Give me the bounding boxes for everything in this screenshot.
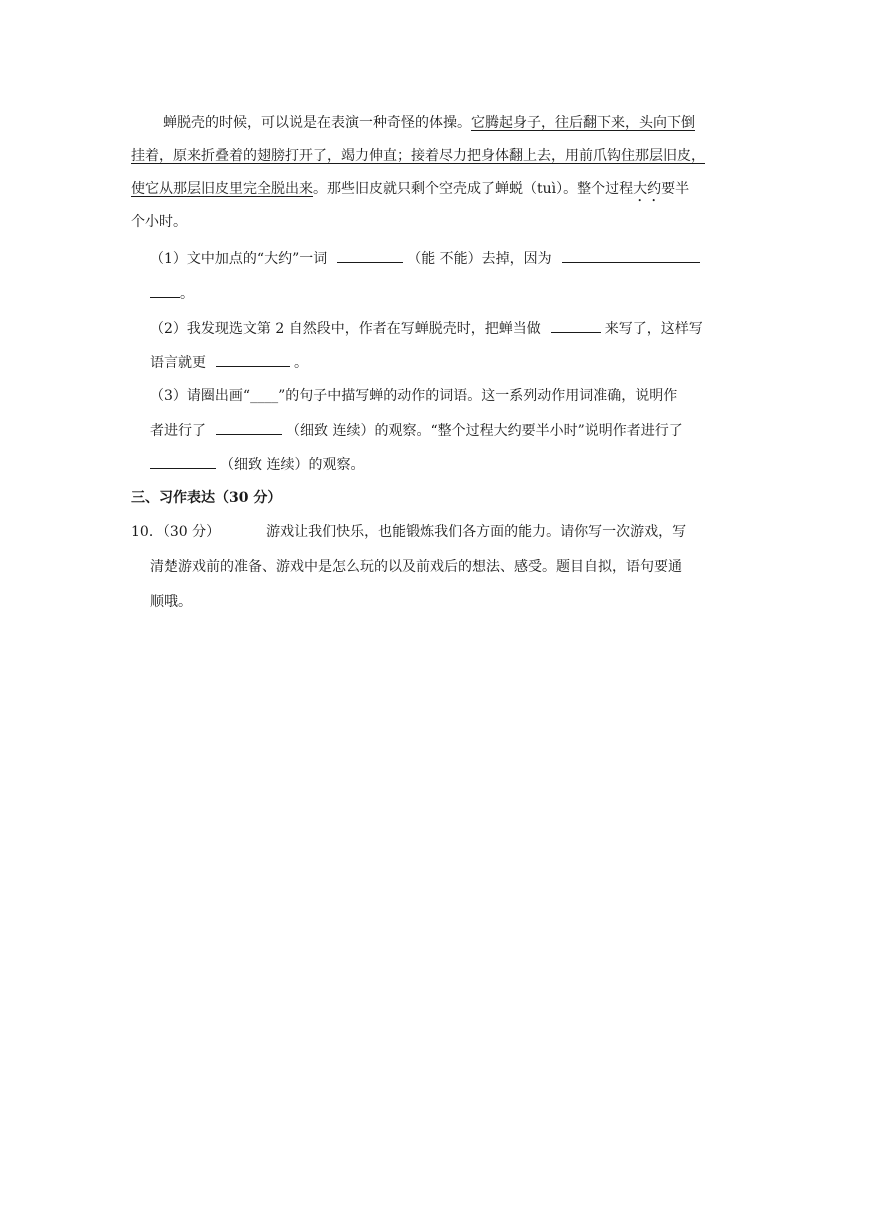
underlined-sentence: 挂着，原来折叠着的翅膀打开了，竭力伸直；接着尽力把身体翻上去，用前爪钩住那层旧皮，: [131, 148, 705, 164]
underlined-sentence: 它腾起身子，往后翻下来，头向下倒: [471, 115, 695, 131]
passage-text: 。那些旧皮就只剩个空壳成了蝉蜕（tuì）。整个过程: [313, 181, 634, 197]
question-text: （细致 连续）的观察。“整个过程大约要半小时”说明作者进行了: [286, 423, 683, 439]
question-text: （1）文中加点的“大约”一词: [150, 251, 328, 267]
question-text: 顺哦。: [150, 594, 192, 610]
question-text: （2）我发现选文第 2 自然段中，作者在写蝉脱壳时，把蝉当做: [150, 321, 541, 337]
question-2-line-1: [150, 318, 703, 339]
question-3-line-1: [150, 386, 677, 406]
question-text: （3）请圈出画“____”的句子中描写蝉的动作的词语。这一系列动作用词准确，说明作: [150, 388, 678, 404]
question-10-line-2: [150, 557, 682, 577]
passage-line-4: [131, 212, 187, 232]
question-1-line-1: [150, 248, 704, 269]
question-3-line-3: [150, 454, 364, 475]
passage-line-1: [163, 113, 695, 133]
question-text: 清楚游戏前的准备、游戏中是怎么玩的以及前戏后的想法、感受。题目自拟，语句要通: [150, 559, 682, 575]
question-text: （细致 连续）的观察。: [220, 457, 365, 473]
question-1-line-2: [150, 283, 194, 304]
passage-line-3: [131, 179, 689, 205]
question-text: 。: [294, 355, 308, 371]
question-text: 游戏让我们快乐，也能锻炼我们各方面的能力。请你写一次游戏，写: [266, 524, 687, 540]
passage-text: 蝉脱壳的时候，可以说是在表演一种奇怪的体操。: [163, 115, 471, 131]
answer-blank[interactable]: [337, 248, 403, 263]
question-number: 10．（30 分）: [131, 524, 221, 540]
answer-blank[interactable]: [150, 454, 216, 469]
question-text: 来写了，这样写: [604, 321, 703, 337]
answer-blank[interactable]: [562, 248, 700, 263]
passage-text: 要半: [661, 181, 690, 197]
underlined-sentence: 使它从那层旧皮里完全脱出来: [131, 181, 313, 197]
question-3-line-2: [150, 420, 683, 441]
answer-blank[interactable]: [150, 283, 180, 298]
dotted-word: 大约: [633, 181, 662, 197]
question-text: 。: [180, 286, 194, 302]
passage-line-2: [131, 146, 705, 166]
question-text: 者进行了: [150, 423, 206, 439]
passage-text: 个小时。: [131, 214, 187, 230]
question-text: （能 不能）去掉，因为: [407, 251, 552, 267]
question-text: 语言就更: [150, 355, 206, 371]
question-10-line-1: [131, 522, 686, 542]
answer-blank[interactable]: [216, 352, 290, 367]
answer-blank[interactable]: [551, 318, 601, 333]
answer-blank[interactable]: [216, 420, 282, 435]
question-2-line-2: [150, 352, 308, 373]
question-10-line-3: [150, 592, 192, 612]
section-heading: 三、习作表达（30 分）: [131, 490, 282, 506]
